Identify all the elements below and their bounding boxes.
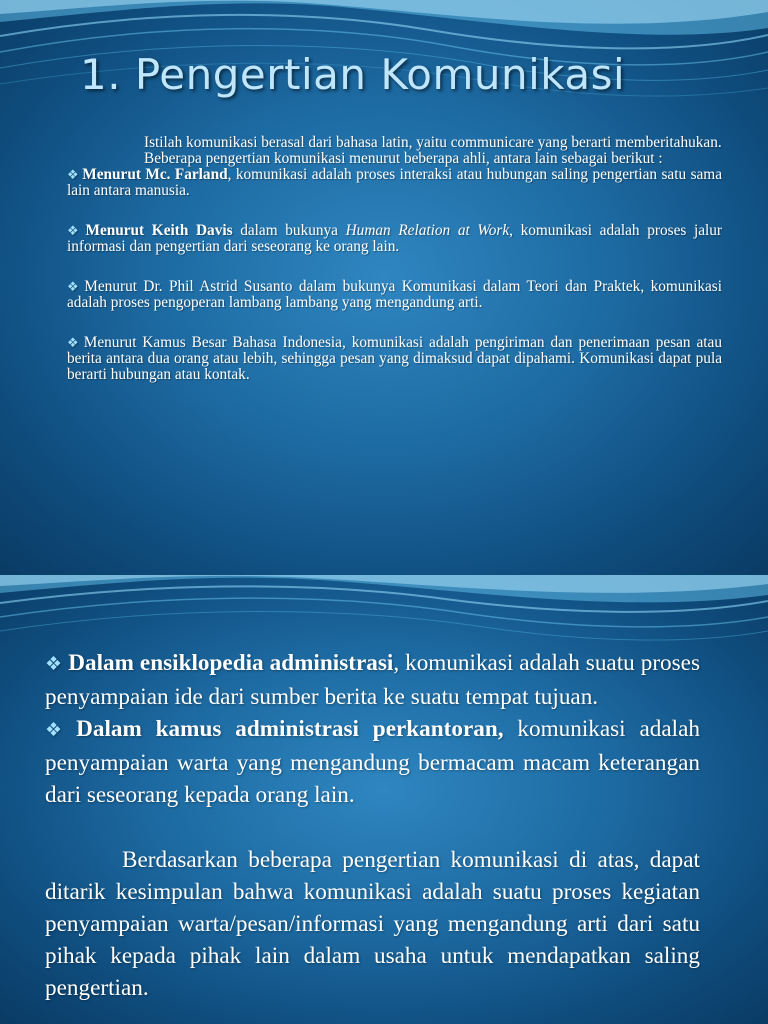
list-item-kbbi <box>67 335 722 383</box>
item-heading: Dalam ensiklopedia administrasi <box>68 650 394 676</box>
diamond-bullet-icon: ❖ <box>45 654 63 675</box>
diamond-bullet-icon: ❖ <box>67 279 82 294</box>
list-item-ensiklopedia <box>45 647 700 713</box>
item-text: , komunikasi adalah proses jalur informasi dan pengertian dari seseorang ke orang lain. <box>67 222 723 255</box>
item-heading: Dalam kamus administrasi perkantoran, <box>76 716 504 742</box>
item-text: dalam bukunya <box>232 222 346 239</box>
diamond-bullet-icon: ❖ <box>67 223 83 238</box>
diamond-bullet-icon: ❖ <box>45 720 71 741</box>
book-title: Human Relation at Work <box>345 222 510 239</box>
list-item-davis <box>67 223 722 255</box>
item-text: komunikasi adalah penyampaian warta yang mengandung bermacam macam keterangan dari seseorang kepada orang lain. <box>45 716 700 808</box>
wave-decoration <box>0 575 768 655</box>
list-item-kamus-administrasi <box>45 713 700 811</box>
list-item-farland <box>67 167 722 199</box>
diamond-bullet-icon: ❖ <box>67 167 80 182</box>
intro-paragraph-2: Beberapa pengertian komunikasi menurut beberapa ahli, antara lain sebagai berikut : <box>144 150 663 167</box>
item-text: , komunikasi adalah proses interaksi atau hubungan saling pengertian satu sama lain antara manusia. <box>67 166 722 199</box>
list-item-susanto <box>67 279 722 311</box>
diamond-bullet-icon: ❖ <box>67 335 81 350</box>
slide-2-body <box>45 647 700 1004</box>
item-heading: Menurut Mc. Farland <box>82 166 228 183</box>
slide-title: 1. Pengertian Komunikasi <box>80 50 626 99</box>
item-text: Menurut Kamus Besar Bahasa Indonesia, komunikasi adalah pengiriman dan penerimaan pesan atau berita antara dua orang atau lebih, sehingga pesan yang dimaksud dapat dipahami. Komunikasi dapat pula berarti hubungan atau kontak. <box>67 334 722 383</box>
item-heading: Menurut Keith Davis <box>85 222 233 239</box>
conclusion-paragraph: Berdasarkan beberapa pengertian komunikasi di atas, dapat ditarik kesimpulan bahwa komunikasi adalah suatu proses kegiatan penyampaian warta/pesan/informasi yang mengandung arti dari satu pihak kepada pihak lain dalam usaha untuk mendapatkan saling pengertian. <box>45 847 700 1001</box>
item-text: Menurut Dr. Phil Astrid Susanto dalam bukunya Komunikasi dalam Teori dan Praktek, komunikasi adalah proses pengoperan lambang lambang yang mengandung arti. <box>67 278 722 311</box>
slide-2 <box>0 575 768 1024</box>
intro-paragraph-1: Istilah komunikasi berasal dari bahasa latin, yaitu communicare yang berarti memberitahukan. <box>144 134 722 151</box>
slide-1-body <box>67 135 722 383</box>
item-text: , komunikasi adalah suatu proses penyampaian ide dari sumber berita ke suatu tempat tujuan. <box>45 650 700 710</box>
